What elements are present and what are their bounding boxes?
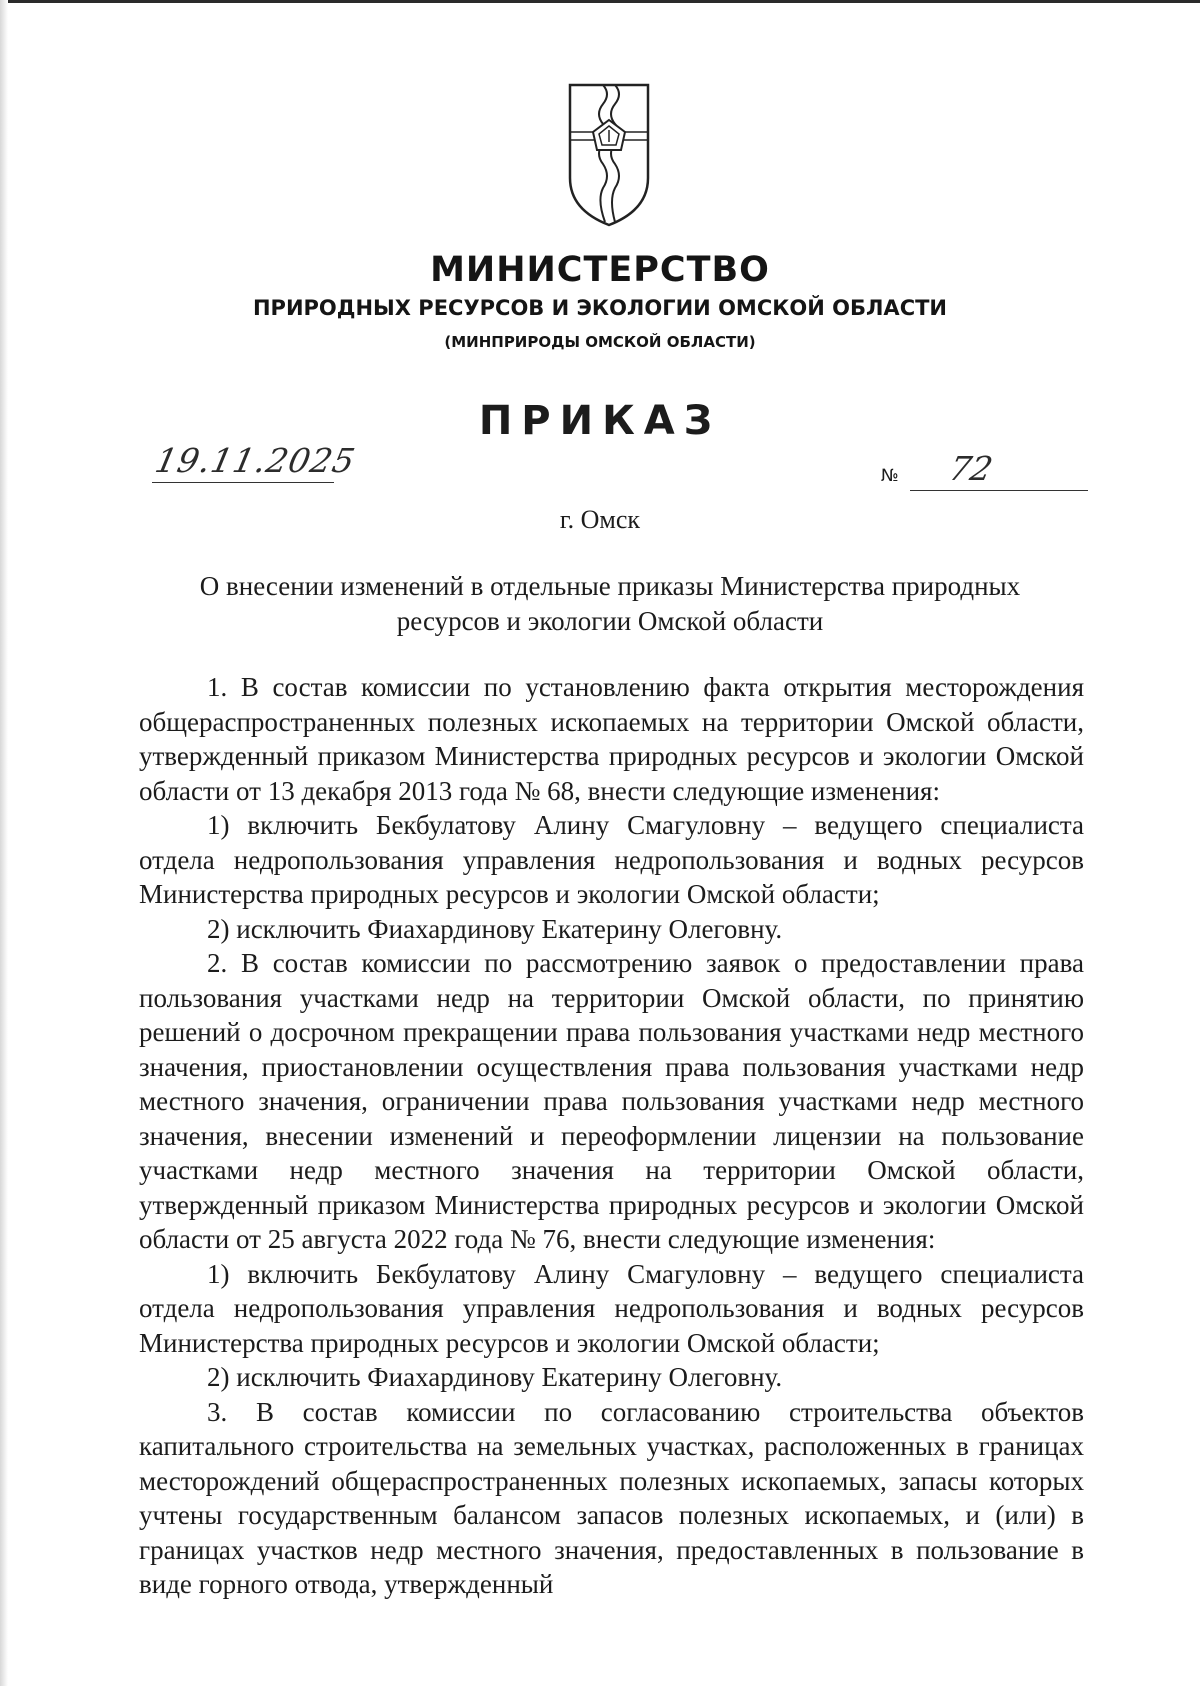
organization-name: МИНИСТЕРСТВО [430,250,770,290]
paragraph-3: 3. В состав комиссии по согласованию строительства объектов капитального строительства на земельных участках, расположенных в границах месторождений общераспространенных полезных ископаемых, запасы которых учтены государственным балансом запасов полезных ископаемых, и (или) в границах участков недр местного значения, предоставленных в пользование в виде горного отвода, утвержденный [139,1396,1084,1599]
coat-of-arms-emblem [567,82,651,228]
city: г. Омск [559,505,641,534]
paragraph-1: 1. В состав комиссии по установлению факта открытия месторождения общераспространенных полезных ископаемых на территории Омской области, утвержденный приказом Министерства природных ресурсов и экологии Омской области от 13 декабря 2013 года № 68, внести следующие изменения: [139,672,1084,806]
document-title: О внесении изменений в отдельные приказы Министерства природных ресурсов и экологии Омской области [199,571,1021,636]
handwritten-date: 19.11.2025 [151,441,360,480]
paragraph-2: 2. В состав комиссии по рассмотрению заявок о предоставлении права пользования участками недр на территории Омской области, по принятию решений о досрочном прекращении права пользования участками недр местного значения, приостановлении осуществления права пользования участками недр местного значения, ограничении права пользования участками недр местного значения, внесении изменений и переоформлении лицензии на пользование участками недр местного значения на территории Омской области, утвержденный приказом Министерства природных ресурсов и экологии Омской области от 25 августа 2022 года № 76, внести следующие изменения: [139,948,1084,1254]
document-type: ПРИКАЗ [478,398,722,444]
number-label: № [881,466,899,486]
scan-top-edge [0,0,1200,3]
handwritten-number: 72 [945,449,997,488]
paragraph-1-item-1: 1) включить Бекбулатову Алину Смагуловну – ведущего специалиста отдела недропользования управления недропользования и водных ресурсов Министерства природных ресурсов и экологии Омской области; [139,810,1084,909]
organization-subtitle: ПРИРОДНЫХ РЕСУРСОВ И ЭКОЛОГИИ ОМСКОЙ ОБЛАСТИ [252,296,947,320]
paragraph-2-item-1: 1) включить Бекбулатову Алину Смагуловну – ведущего специалиста отдела недропользования управления недропользования и водных ресурсов Министерства природных ресурсов и экологии Омской области; [139,1258,1084,1358]
paragraph-1-item-2: 2) исключить Фиахардинову Екатерину Олеговну. [207,913,783,944]
paragraph-2-item-2: 2) исключить Фиахардинову Екатерину Олеговну. [207,1362,783,1392]
organization-abbreviation: (МИНПРИРОДЫ ОМСКОЙ ОБЛАСТИ) [444,333,756,351]
number-field [910,448,1088,491]
document-body [139,670,1084,1602]
date-field [151,440,360,483]
